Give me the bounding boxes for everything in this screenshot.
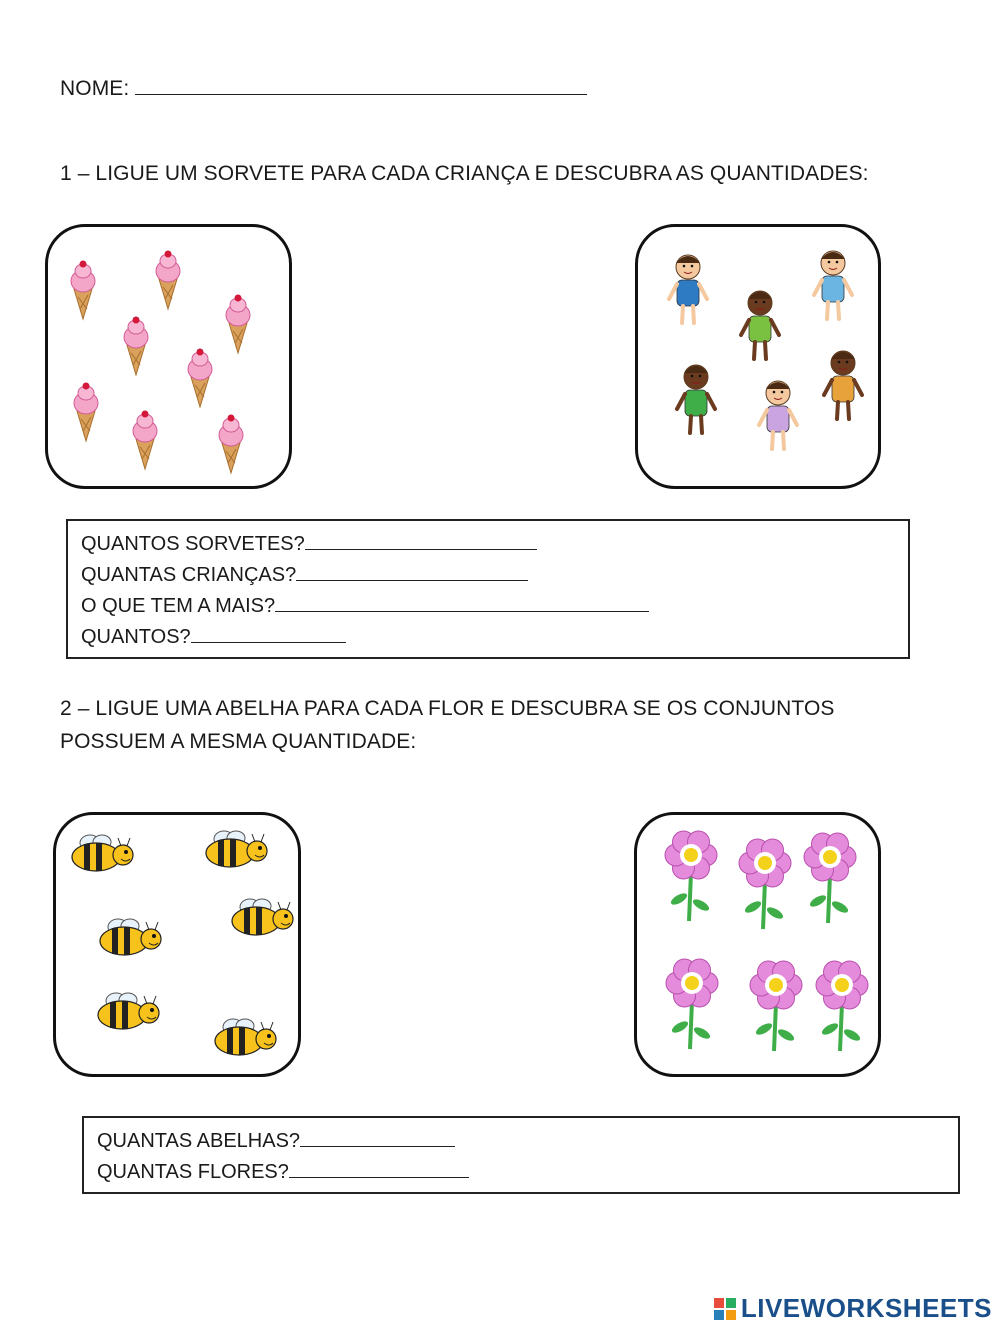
child-icon: [669, 255, 707, 323]
ice-cream-group: [48, 227, 289, 486]
bee-icon: [72, 835, 133, 871]
flower-icon: [666, 959, 718, 1049]
ice-cream-icon: [226, 295, 250, 354]
question-children: QUANTAS CRIANÇAS?: [81, 562, 528, 587]
ice-cream-icon: [133, 411, 157, 470]
answer-ice-creams-line[interactable]: [305, 531, 537, 550]
child-icon: [741, 291, 779, 359]
question-flowers: QUANTAS FLORES?: [97, 1159, 469, 1184]
section2-title-line2: POSSUEM A MESMA QUANTIDADE:: [60, 730, 417, 753]
name-label: NOME:: [60, 77, 136, 100]
answer-bees-line[interactable]: [300, 1128, 455, 1147]
flower-panel: [634, 812, 881, 1077]
bee-icon: [98, 993, 159, 1029]
flower-icon: [665, 831, 717, 921]
answer-flowers-line[interactable]: [289, 1159, 469, 1178]
flower-group: [637, 815, 878, 1074]
question-ice-creams: QUANTOS SORVETES?: [81, 531, 537, 556]
liveworksheets-brand: LIVEWORKSHEETS: [740, 1293, 992, 1323]
child-icon: [677, 365, 715, 433]
section2-title-line1: 2 – LIGUE UMA ABELHA PARA CADA FLOR E DESCUBRA SE OS CONJUNTOS: [60, 697, 835, 720]
bee-group: [56, 815, 298, 1074]
bee-icon: [206, 831, 267, 867]
ice-cream-panel: [45, 224, 292, 489]
answer-more-line[interactable]: [275, 593, 649, 612]
ice-cream-icon: [74, 383, 98, 442]
liveworksheets-logo-icon: [713, 1297, 737, 1321]
answer-children-line[interactable]: [296, 562, 528, 581]
liveworksheets-logo: [713, 1293, 992, 1324]
bee-panel: [53, 812, 301, 1077]
answer-how-many-line[interactable]: [191, 624, 346, 643]
flower-icon: [804, 833, 856, 923]
flower-icon: [739, 839, 791, 929]
ice-cream-icon: [124, 317, 148, 376]
section1-title: 1 – LIGUE UM SORVETE PARA CADA CRIANÇA E DESCUBRA AS QUANTIDADES:: [60, 162, 869, 185]
flower-icon: [816, 961, 868, 1051]
ice-cream-icon: [156, 251, 180, 310]
child-icon: [759, 381, 797, 449]
ice-cream-icon: [71, 261, 95, 320]
ice-cream-icon: [219, 415, 243, 474]
children-panel: [635, 224, 881, 489]
ice-cream-icon: [188, 349, 212, 408]
question-bees: QUANTAS ABELHAS?: [97, 1128, 455, 1153]
child-icon: [824, 351, 862, 419]
section1-question-box: [66, 519, 910, 659]
bee-icon: [100, 919, 161, 955]
question-more: O QUE TEM A MAIS?: [81, 593, 649, 618]
child-icon: [814, 251, 852, 319]
flower-icon: [750, 961, 802, 1051]
name-row: [60, 76, 587, 101]
section2-question-box: [82, 1116, 960, 1194]
name-input-line[interactable]: [135, 76, 587, 95]
bee-icon: [232, 899, 293, 935]
children-group: [638, 227, 878, 486]
bee-icon: [215, 1019, 276, 1055]
question-how-many: QUANTOS?: [81, 624, 346, 649]
